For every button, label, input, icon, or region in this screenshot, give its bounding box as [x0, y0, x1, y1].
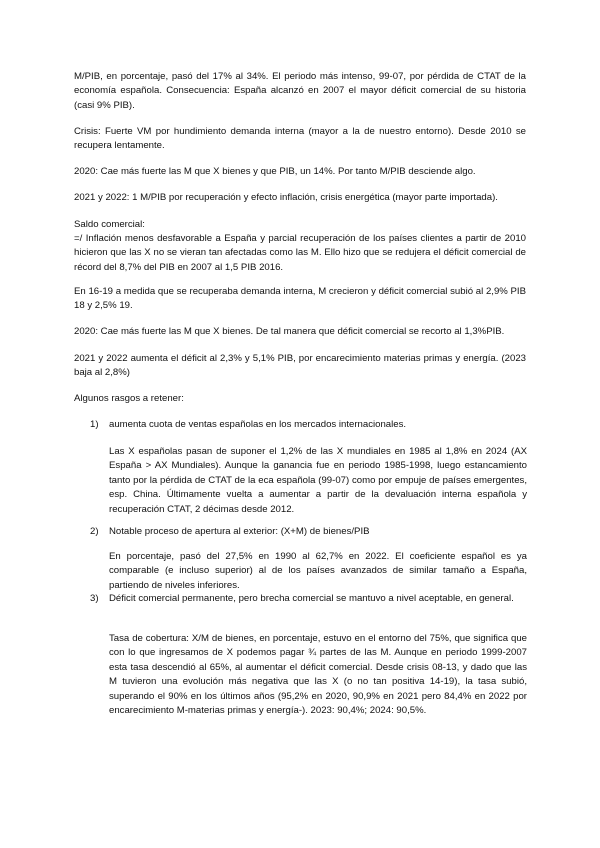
paragraph-crisis: Crisis: Fuerte VM por hundimiento demanda interna (mayor a la de nuestro entorno). Desde 2010 se recupera lentamente. — [74, 126, 526, 152]
list-item-body-2: En porcentaje, pasó del 27,5% en 1990 al 62,7% en 2022. El coeficiente español es ya comparable (e incluso superior) al de los países avanzados de similar tamaño a España, partiendo de niveles inferiores. — [109, 551, 527, 591]
list-number-3: 3) — [90, 593, 99, 604]
list-number-1: 1) — [90, 419, 99, 430]
list-item-body-1: Las X españolas pasan de suponer el 1,2% de las X mundiales en 1985 al 1,8% en 2024 (AX España > AX Mundiales). Aunque la ganancia fue en periodo 1985-1998, luego estancamiento tanto por la pérdida de CTAT de la eca española (99-07) como por empuje de países emergentes, esp. China. Últimamente vuelta a aumentar a partir de la devaluación interna española y recuperación CTAT, 2 décimas desde 2012. — [109, 446, 527, 515]
heading-rasgos: Algunos rasgos a retener: — [74, 393, 184, 404]
paragraph-2020-imports: 2020: Cae más fuerte las M que X bienes y que PIB, un 14%. Por tanto M/PIB desciende algo. — [74, 166, 476, 177]
paragraph-16-19: En 16-19 a medida que se recuperaba demanda interna, M crecieron y déficit comercial subió al 2,9% PIB 18 y 2,5% 19. — [74, 286, 526, 312]
paragraph-mpib: M/PIB, en porcentaje, pasó del 17% al 34%. El periodo más intenso, 99-07, por pérdida de CTAT de la economía española. Consecuencia: España alcanzó en 2007 el mayor déficit comercial de su historia (casi 9% PIB). — [74, 71, 526, 111]
paragraph-2020-deficit: 2020: Cae más fuerte las M que X bienes. De tal manera que déficit comercial se recorto al 1,3%PIB. — [74, 326, 505, 337]
paragraph-inflacion: =/ Inflación menos desfavorable a España y parcial recuperación de los países clientes a partir de 2010 hicieron que las X no se vieran tan afectadas como las M. Ello hizo que se redujera el déficit comercial de récord del 8,7% del PIB en 2007 al 1,5 PIB 2016. — [74, 233, 526, 273]
list-number-2: 2) — [90, 526, 99, 537]
list-item-title-1: aumenta cuota de ventas españolas en los mercados internacionales. — [109, 419, 407, 430]
heading-saldo-comercial: Saldo comercial: — [74, 219, 145, 230]
list-item-title-3: Déficit comercial permanente, pero brecha comercial se mantuvo a nivel aceptable, en general. — [109, 593, 514, 604]
list-item-body-3: Tasa de cobertura: X/M de bienes, en porcentaje, estuvo en el entorno del 75%, que significa que con lo que ingresamos de X podemos pagar ¾ partes de las M. Aunque en periodo 1999-2007 esta tasa descendió al 65%, al aumentar el déficit comercial. Desde crisis 08-13, y dado que las M tuvieron una evolución más negativa que las X (o no tan positiva 14-19), la tasa subió, superando el 90% en los últimos años (95,2% en 2020, 90,9% en 2021 pero 84,4% en 2022 por encarecimiento M-materias primas y energía-). 2023: 90,4%; 2024: 90,5%. — [109, 633, 527, 717]
paragraph-2021-2022-deficit: 2021 y 2022 aumenta el déficit al 2,3% y 5,1% PIB, por encarecimiento materias primas y energía. (2023 baja al 2,8%) — [74, 353, 526, 379]
list-item-title-2: Notable proceso de apertura al exterior: (X+M) de bienes/PIB — [109, 526, 370, 537]
paragraph-2021-2022-imports: 2021 y 2022: 1 M/PIB por recuperación y efecto inflación, crisis energética (mayor parte importada). — [74, 192, 498, 203]
